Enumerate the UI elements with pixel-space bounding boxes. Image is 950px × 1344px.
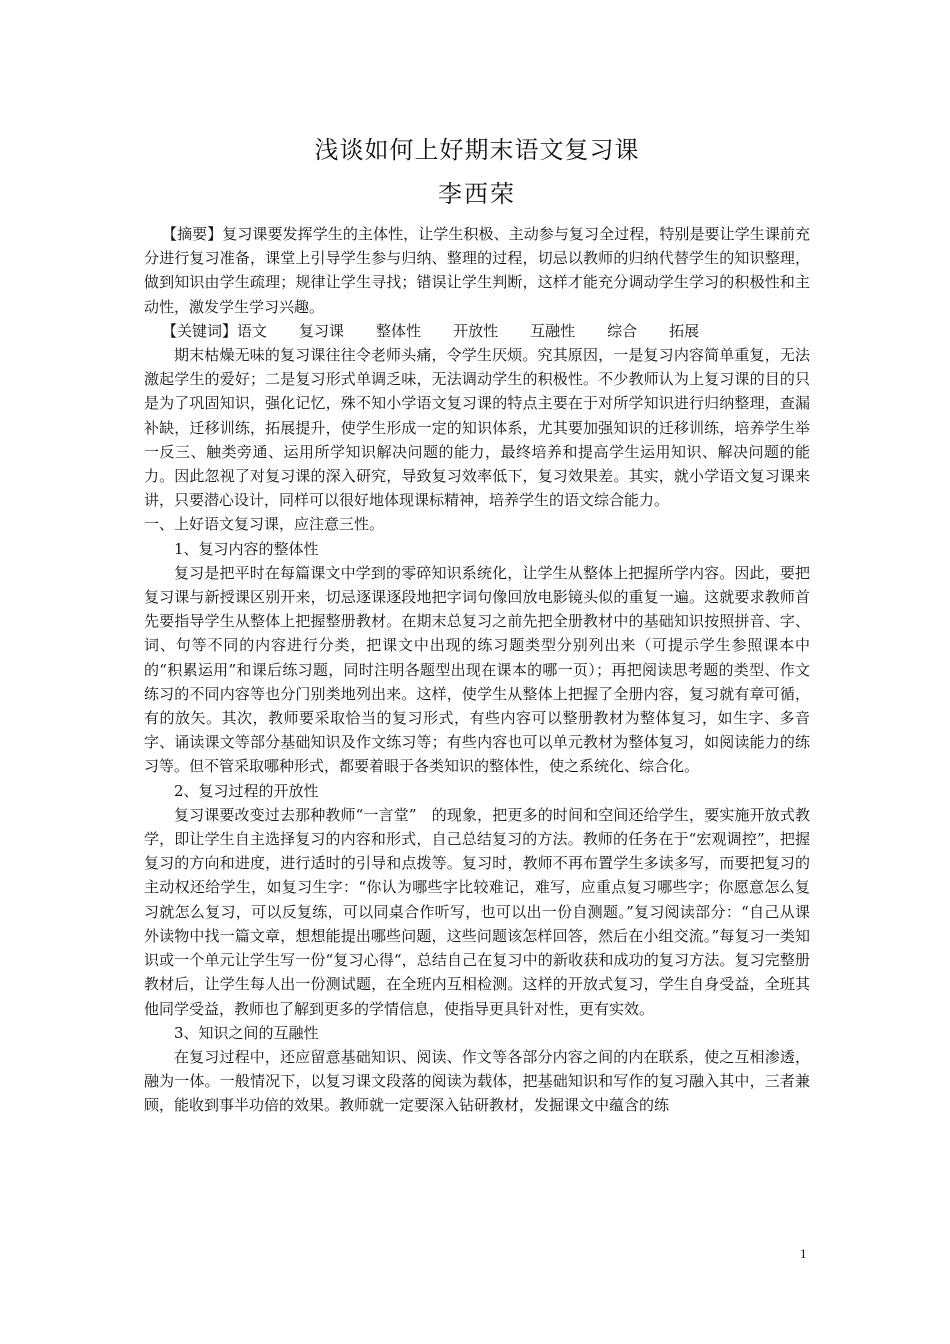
keyword: 语文 bbox=[237, 321, 268, 340]
abstract-paragraph: 【摘要】复习课要发挥学生的主体性，让学生积极、主动参与复习全过程，特别是要让学生课前充分进行复习准备，课堂上引导学生参与归纳、整理的过程，切忌以教师的归纳代替学生的知识整理，做到知识由学生疏理；规律让学生寻找；错误让学生判断，这样才能充分调动学生学习的积极性和主动性，激发学生学习兴趣。 bbox=[144, 225, 810, 316]
document-author: 李西荣 bbox=[438, 180, 516, 208]
keywords-label: 【关键词】 bbox=[162, 321, 238, 340]
subsection-heading: 3、知识之间的互融性 bbox=[174, 1023, 319, 1042]
document-page bbox=[144, 130, 810, 1118]
body-paragraph: 在复习过程中，还应留意基础知识、阅读、作文等各部分内容之间的内在联系，使之互相渗透，融为一体。一般情况下，以复习课文段落的阅读为载体，把基础知识和写作的复习融入其中，三者兼顾，能收到事半功倍的效果。教师就一定要深入钻研教材，发掘课文中蕴含的练 bbox=[144, 1047, 810, 1115]
section-heading: 一、上好语文复习课，应注意三性。 bbox=[144, 515, 385, 534]
subsection-heading: 2、复习过程的开放性 bbox=[174, 781, 319, 800]
intro-paragraph: 期末枯燥无味的复习课往往令老师头痛，令学生厌烦。究其原因，一是复习内容简单重复，无法激起学生的爱好；二是复习形式单调乏味，无法调动学生的积极性。不少教师认为上复习课的目的只是为了巩固知识，强化记忆，殊不知小学语文复习课的特点主要在于对所学知识进行归纳整理，查漏补缺，迁移训练，拓展提升，使学生形成一定的知识体系，尤其要加强知识的迁移训练，培养学生举一反三、触类旁通、运用所学知识解决问题的能力，最终培养和提高学生运用知识、解决问题的能力。因此忽视了对复习课的深入研究，导致复习效率低下，复习效果差。其实，就小学语文复习课来讲，只要潜心设计，同样可以很好地体现课标精神，培养学生的语文综合能力。 bbox=[144, 346, 810, 510]
keyword: 互融性 bbox=[530, 321, 576, 340]
body-paragraph: 复习课要改变过去那种教师“一言堂” 的现象，把更多的时间和空间还给学生，要实施开放式教学，即让学生自主选择复习的内容和形式，自己总结复习的方法。教师的任务在于“宏观调控”，把握复习的方向和进度，进行适时的引导和点拨等。复习时，教师不再布置学生多读多写，而要把复习的主动权还给学生，如复习生字：“你认为哪些字比较难记，难写，应重点复习哪些字；你愿意怎么复习就怎么复习，可以反复练，可以同桌合作听写，也可以出一份自测题。”复习阅读部分：“自己从课外读物中找一篇文章，想想能提出哪些问题，这些问题该怎样回答，然后在小组交流。”每复习一类知识或一个单元让学生写一份“复习心得“，总结自己在复习中的新收获和成功的复习方法。复习完整册教材后，让学生每人出一份测试题，在全班内互相检测。这样的开放式复习，学生自身受益，全班其他同学受益，教师也了解到更多的学情信息，使指导更具针对性，更有实效。 bbox=[144, 805, 810, 1018]
document-title: 浅谈如何上好期末语文复习课 bbox=[314, 136, 640, 164]
keyword: 复习课 bbox=[299, 321, 345, 340]
keyword: 开放性 bbox=[453, 321, 499, 340]
body-paragraph: 复习是把平时在每篇课文中学到的零碎知识系统化，让学生从整体上把握所学内容。因此，要把复习课与新授课区别开来，切忌逐课逐段地把字词句像回放电影镜头似的重复一遍。这就要求教师首先要指导学生从整体上把握整册教材。在期末总复习之前先把全册教材中的基础知识按照拼音、字、词、句等不同的内容进行分类，把课文中出现的练习题类型分别列出来（可提示学生参照课本中的“积累运用”和课后练习题，同时注明各题型出现在课本的哪一页）；再把阅读思考题的类型、作文练习的不同内容等也分门别类地列出来。这样，使学生从整体上把握了全册内容，复习就有章可循，有的放矢。其次，教师要采取恰当的复习形式，有些内容可以整册教材为整体复习，如生字、多音字、诵读课文等部分基础知识及作文练习等；有些内容也可以单元教材为整体复习，如阅读能力的练习等。但不管采取哪种形式，都要着眼于各类知识的整体性，使之系统化、综合化。 bbox=[144, 563, 810, 776]
keyword: 拓展 bbox=[669, 321, 700, 340]
keyword: 综合 bbox=[607, 321, 638, 340]
page-number: 1 bbox=[800, 1246, 807, 1261]
keyword: 整体性 bbox=[376, 321, 422, 340]
keywords-line bbox=[144, 319, 810, 343]
subsection-heading: 1、复习内容的整体性 bbox=[174, 539, 319, 558]
